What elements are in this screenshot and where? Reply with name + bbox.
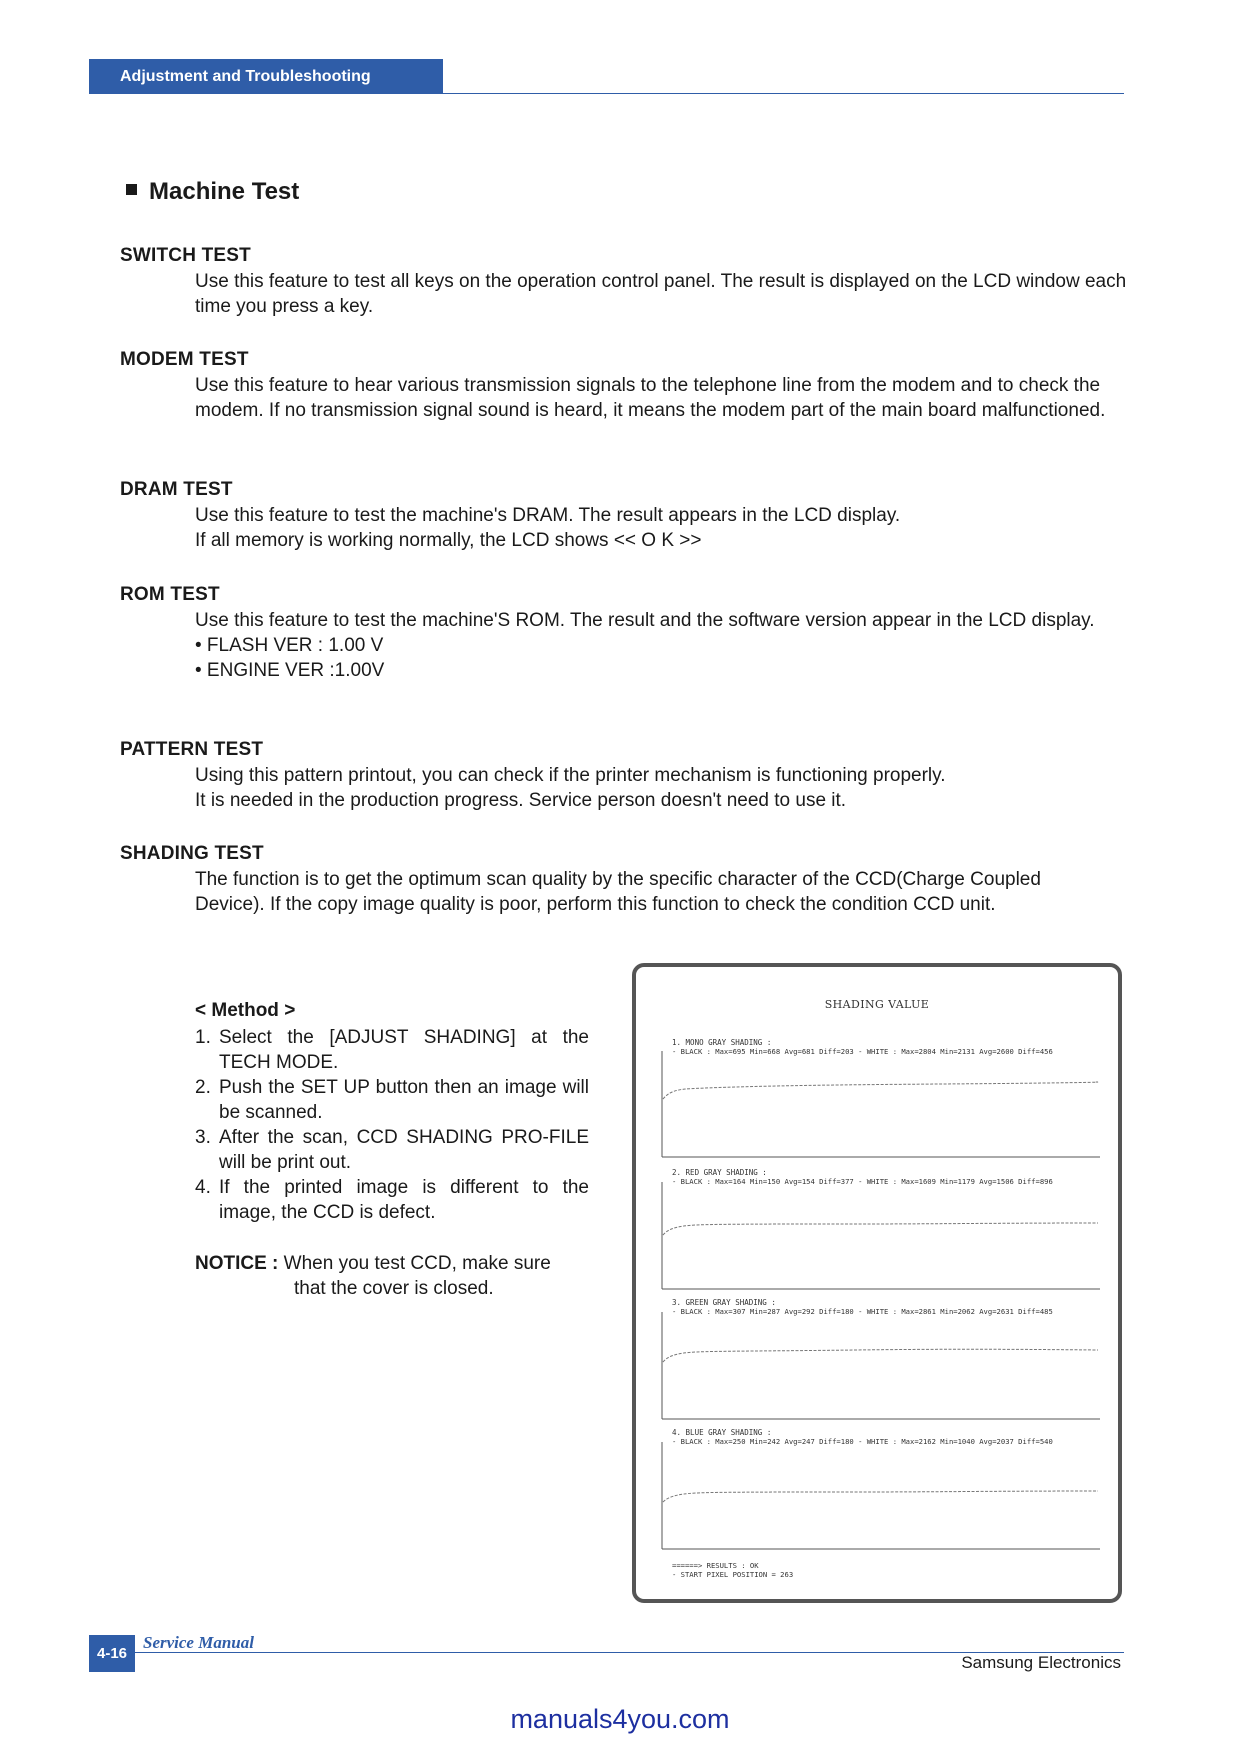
method-list bbox=[195, 998, 589, 1225]
test-text: Using this pattern printout, you can check if the printer mechanism is functioning properly. bbox=[195, 765, 946, 786]
section-title bbox=[126, 178, 299, 206]
printout-result: ======> RESULTS : OK bbox=[672, 1561, 759, 1570]
shading-curve bbox=[663, 1082, 1098, 1099]
service-manual-label: Service Manual bbox=[143, 1633, 254, 1652]
notice-text-2: that the cover is closed. bbox=[294, 1278, 494, 1299]
printout-section-title: 2. RED GRAY SHADING : bbox=[672, 1168, 767, 1177]
printout-section-values: - BLACK : Max=250 Min=242 Avg=247 Diff=180 - WHITE : Max=2162 Min=1040 Avg=2037 Diff=540 bbox=[672, 1437, 1053, 1446]
header-rule bbox=[89, 93, 1124, 94]
test-text: The function is to get the optimum scan quality by the specific character of the CCD(Charge Coupled Device). If the copy image quality is poor, perform this function to check the condition CCD unit. bbox=[195, 869, 1041, 915]
shading-profile-graphs bbox=[636, 967, 1118, 1599]
shading-curve bbox=[663, 1349, 1098, 1362]
printout-section-title: 4. BLUE GRAY SHADING : bbox=[672, 1428, 772, 1437]
method-step: 2. Push the SET UP button then an image will be scanned. bbox=[195, 1077, 589, 1123]
test-text: Use this feature to test the machine'S ROM. The result and the software version appear in the LCD display. bbox=[195, 610, 1095, 631]
modem-test-block bbox=[120, 347, 1130, 423]
test-title: SHADING TEST bbox=[120, 843, 264, 864]
method-step: 1. Select the [ADJUST SHADING] at the TECH MODE. bbox=[195, 1027, 589, 1073]
watermark-link[interactable]: manuals4you.com bbox=[510, 1704, 730, 1734]
printout-section-values: - BLACK : Max=307 Min=287 Avg=292 Diff=180 - WHITE : Max=2861 Min=2062 Avg=2631 Diff=485 bbox=[672, 1307, 1053, 1316]
printout-section-values: - BLACK : Max=164 Min=150 Avg=154 Diff=377 - WHITE : Max=1609 Min=1179 Avg=1506 Diff=896 bbox=[672, 1177, 1053, 1186]
shading-curve bbox=[663, 1491, 1098, 1502]
notice bbox=[195, 1251, 595, 1301]
method-step: 3. After the scan, CCD SHADING PRO-FILE will be print out. bbox=[195, 1127, 589, 1173]
section-title-text: Machine Test bbox=[149, 178, 300, 205]
dram-test-block bbox=[120, 477, 1130, 553]
test-title: SWITCH TEST bbox=[120, 245, 251, 266]
test-text: Use this feature to test the machine's DRAM. The result appears in the LCD display. bbox=[195, 505, 901, 526]
printout-pixel-position: - START PIXEL POSITION = 263 bbox=[672, 1570, 794, 1579]
test-text: Use this feature to test all keys on the operation control panel. The result is displayed on the LCD window each time you press a key. bbox=[195, 271, 1127, 317]
printout-section-values: - BLACK : Max=695 Min=668 Avg=681 Diff=203 - WHITE : Max=2804 Min=2131 Avg=2600 Diff=456 bbox=[672, 1047, 1053, 1056]
pattern-test-block bbox=[120, 737, 1130, 813]
engine-version: • ENGINE VER :1.00V bbox=[195, 660, 385, 681]
shading-curve bbox=[663, 1223, 1098, 1235]
notice-label: NOTICE : bbox=[195, 1253, 279, 1274]
test-text: Use this feature to hear various transmission signals to the telephone line from the modem and to check the modem. If no transmission signal sound is heard, it means the modem part of the main board malfunctioned. bbox=[195, 375, 1106, 421]
printout-section-title: 3. GREEN GRAY SHADING : bbox=[672, 1298, 776, 1307]
printout-section-title: 1. MONO GRAY SHADING : bbox=[672, 1038, 772, 1047]
rom-test-block bbox=[120, 582, 1130, 683]
test-title: PATTERN TEST bbox=[120, 739, 264, 760]
method-step: 4. If the printed image is different to the image, the CCD is defect. bbox=[195, 1177, 589, 1223]
page-number: 4-16 bbox=[89, 1635, 135, 1672]
printout-title: SHADING VALUE bbox=[824, 998, 930, 1011]
flash-version: • FLASH VER : 1.00 V bbox=[195, 635, 384, 656]
test-text: It is needed in the production progress. Service person doesn't need to use it. bbox=[195, 790, 847, 811]
switch-test-block bbox=[120, 243, 1130, 319]
method-heading: < Method > bbox=[195, 1000, 296, 1021]
test-title: MODEM TEST bbox=[120, 349, 249, 370]
test-title: DRAM TEST bbox=[120, 479, 233, 500]
shading-test-block bbox=[120, 841, 1130, 917]
test-title: ROM TEST bbox=[120, 584, 220, 605]
chapter-tab: Adjustment and Troubleshooting bbox=[89, 59, 443, 94]
square-bullet-icon bbox=[126, 184, 137, 195]
company-name: Samsung Electronics bbox=[961, 1653, 1121, 1672]
test-text: If all memory is working normally, the LCD shows << O K >> bbox=[195, 530, 702, 551]
shading-printout bbox=[632, 963, 1122, 1603]
notice-text-1: When you test CCD, make sure bbox=[283, 1253, 551, 1274]
